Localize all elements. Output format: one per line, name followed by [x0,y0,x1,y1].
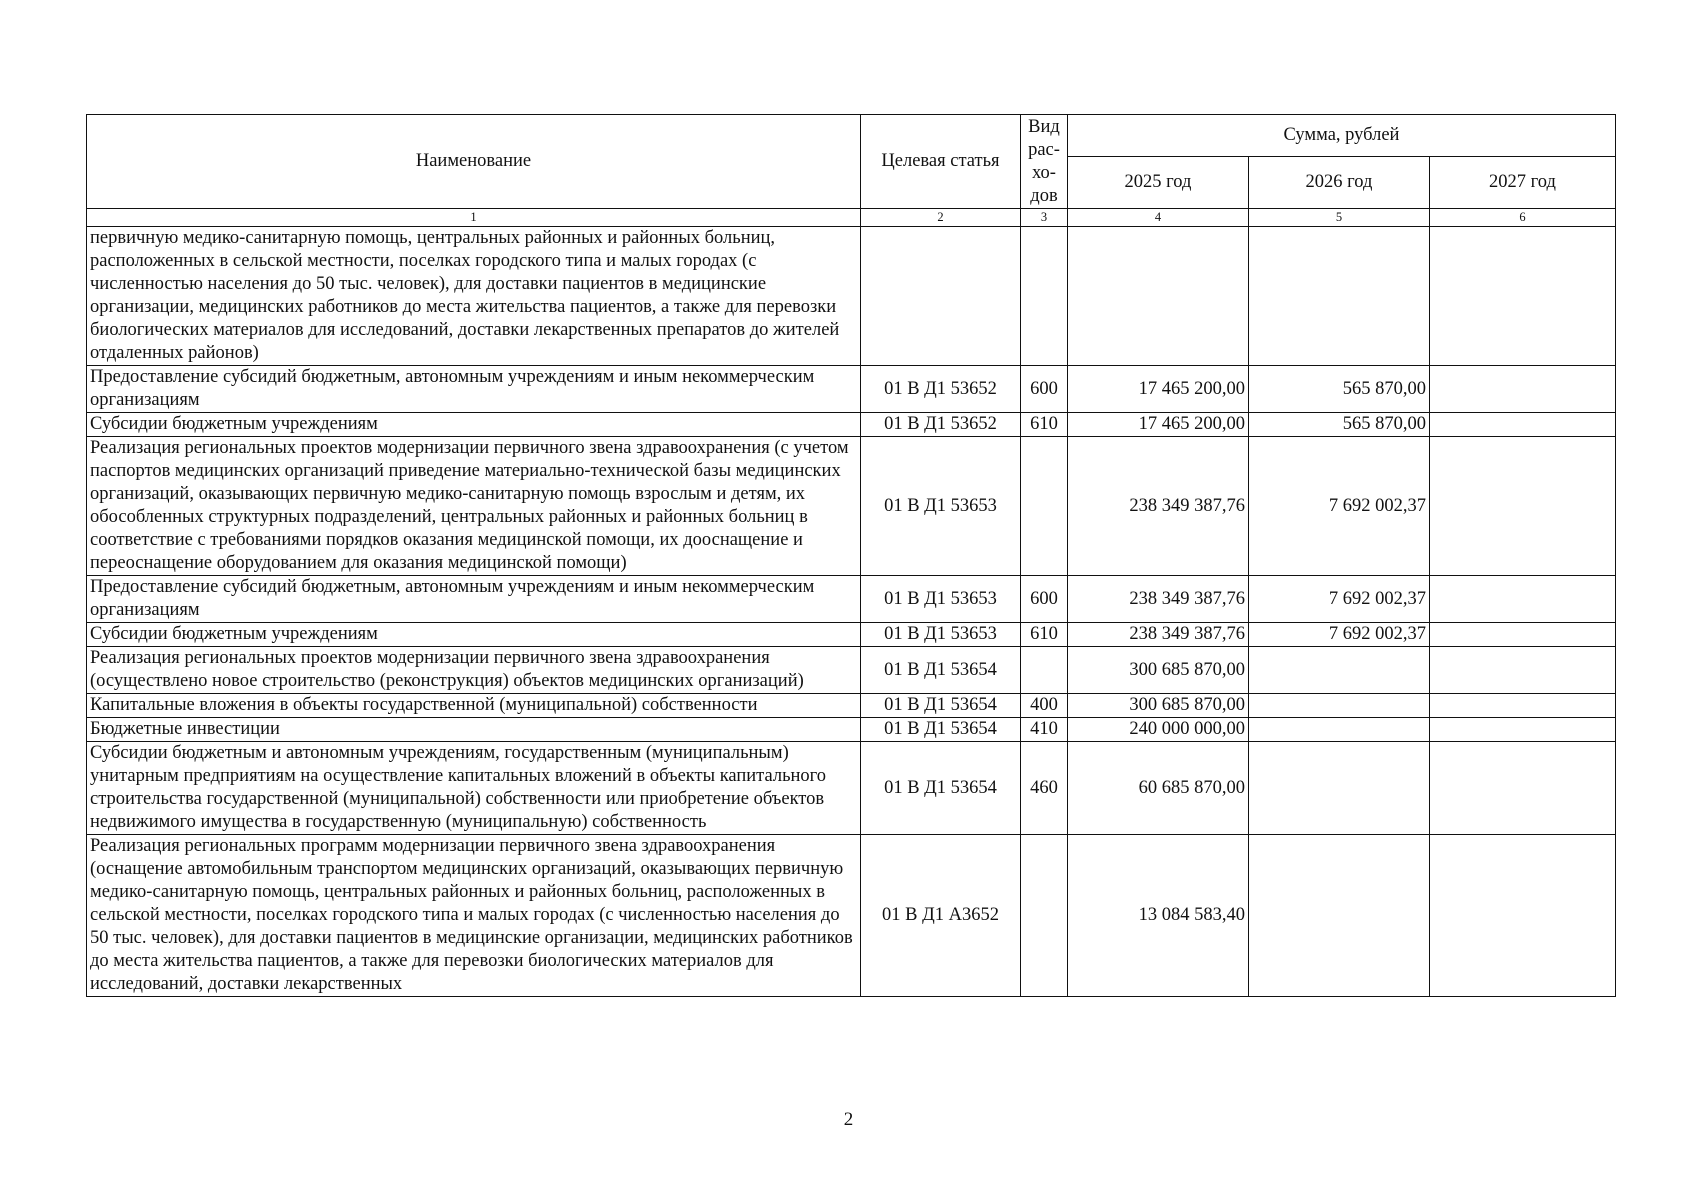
row-sum-2026 [1249,227,1430,366]
row-sum-2026 [1249,718,1430,742]
header-expense-type: Вид рас-хо-дов [1021,115,1068,209]
row-sum-2027 [1430,718,1616,742]
table-row [87,437,1616,576]
column-number: 6 [1430,209,1616,227]
row-target-article: 01 В Д1 53654 [861,694,1021,718]
row-sum-2026: 7 692 002,37 [1249,576,1430,623]
row-sum-2026: 565 870,00 [1249,413,1430,437]
row-target-article: 01 В Д1 53654 [861,718,1021,742]
row-sum-2027 [1430,647,1616,694]
row-expense-type: 410 [1021,718,1068,742]
row-expense-type: 400 [1021,694,1068,718]
row-sum-2025: 238 349 387,76 [1068,576,1249,623]
row-target-article: 01 В Д1 53654 [861,647,1021,694]
row-sum-2026 [1249,694,1430,718]
row-sum-2026: 7 692 002,37 [1249,437,1430,576]
row-sum-2026: 7 692 002,37 [1249,623,1430,647]
row-sum-2027 [1430,227,1616,366]
row-name: Предоставление субсидий бюджетным, автономным учреждениям и иным некоммерческим организациям [87,576,861,623]
row-sum-2026 [1249,742,1430,835]
row-target-article: 01 В Д1 53653 [861,576,1021,623]
column-number: 3 [1021,209,1068,227]
table-row [87,576,1616,623]
row-sum-2025: 300 685 870,00 [1068,647,1249,694]
row-expense-type [1021,835,1068,997]
header-target-article: Целевая статья [861,115,1021,209]
row-target-article: 01 В Д1 53652 [861,366,1021,413]
column-number-row [87,209,1616,227]
table-row [87,694,1616,718]
row-name: Реализация региональных программ модернизации первичного звена здравоохранения (оснащение автомобильным транспортом медицинских организаций, оказывающих первичную медико-санитарную помощь, центральных районных и районных больниц, расположенных в сельской местности, поселках городского типа и малых городах (с численностью населения до 50 тыс. человек), для доставки пациентов в медицинские организации, медицинских работников до места жительства пациентов, а также для перевозки биологических материалов для исследований, доставки лекарственных [87,835,861,997]
column-number: 2 [861,209,1021,227]
row-sum-2025: 240 000 000,00 [1068,718,1249,742]
row-expense-type: 610 [1021,623,1068,647]
table-row [87,647,1616,694]
row-target-article [861,227,1021,366]
header-row-top [87,115,1616,157]
row-expense-type [1021,647,1068,694]
row-name: Капитальные вложения в объекты государственной (муниципальной) собственности [87,694,861,718]
row-name: Предоставление субсидий бюджетным, автономным учреждениям и иным некоммерческим организациям [87,366,861,413]
table-row [87,718,1616,742]
table-row [87,742,1616,835]
row-sum-2025: 13 084 583,40 [1068,835,1249,997]
row-target-article: 01 В Д1 53652 [861,413,1021,437]
row-sum-2025: 238 349 387,76 [1068,437,1249,576]
row-expense-type [1021,437,1068,576]
row-sum-2025: 17 465 200,00 [1068,413,1249,437]
table-row [87,835,1616,997]
row-name: Реализация региональных проектов модернизации первичного звена здравоохранения (с учетом паспортов медицинских организаций приведение материально-технической базы медицинских организаций, оказывающих первичную медико-санитарную помощь взрослым и детям, их обособленных структурных подразделений, центральных районных и районных больниц в соответствие с требованиями порядков оказания медицинской помощи, их дооснащение и переоснащение оборудованием для оказания медицинской помощи) [87,437,861,576]
row-expense-type [1021,227,1068,366]
table-row [87,623,1616,647]
row-expense-type: 600 [1021,366,1068,413]
row-sum-2027 [1430,366,1616,413]
header-sum: Сумма, рублей [1068,115,1616,157]
row-name: первичную медико-санитарную помощь, центральных районных и районных больниц, расположенных в сельской местности, поселках городского типа и малых городах (с численностью населения до 50 тыс. человек), для доставки пациентов в медицинские организации, медицинских работников до места жительства пациентов, а также для перевозки биологических материалов для исследований, доставки лекарственных препаратов до жителей отдаленных районов) [87,227,861,366]
column-number: 1 [87,209,861,227]
row-target-article: 01 В Д1 А3652 [861,835,1021,997]
column-number: 5 [1249,209,1430,227]
row-sum-2027 [1430,742,1616,835]
row-sum-2026 [1249,835,1430,997]
row-name: Бюджетные инвестиции [87,718,861,742]
row-target-article: 01 В Д1 53653 [861,437,1021,576]
row-sum-2025: 300 685 870,00 [1068,694,1249,718]
table-row [87,413,1616,437]
header-year-2027: 2027 год [1430,157,1616,209]
row-name: Субсидии бюджетным учреждениям [87,413,861,437]
row-target-article: 01 В Д1 53653 [861,623,1021,647]
row-sum-2027 [1430,623,1616,647]
row-sum-2025: 17 465 200,00 [1068,366,1249,413]
row-target-article: 01 В Д1 53654 [861,742,1021,835]
row-sum-2027 [1430,437,1616,576]
row-sum-2027 [1430,576,1616,623]
row-sum-2025: 238 349 387,76 [1068,623,1249,647]
row-sum-2025: 60 685 870,00 [1068,742,1249,835]
row-name: Субсидии бюджетным и автономным учреждениям, государственным (муниципальным) унитарным предприятиям на осуществление капитальных вложений в объекты капитального строительства государственной (муниципальной) собственности или приобретение объектов недвижимого имущества в государственную (муниципальную) собственность [87,742,861,835]
row-sum-2027 [1430,413,1616,437]
header-year-2025: 2025 год [1068,157,1249,209]
header-name: Наименование [87,115,861,209]
row-sum-2027 [1430,835,1616,997]
page-number: 2 [843,1109,854,1130]
table-row [87,227,1616,366]
header-year-2026: 2026 год [1249,157,1430,209]
row-expense-type: 460 [1021,742,1068,835]
row-sum-2026 [1249,647,1430,694]
table-row [87,366,1616,413]
row-sum-2027 [1430,694,1616,718]
row-name: Субсидии бюджетным учреждениям [87,623,861,647]
budget-table [86,114,1616,997]
row-sum-2025 [1068,227,1249,366]
row-sum-2026: 565 870,00 [1249,366,1430,413]
column-number: 4 [1068,209,1249,227]
row-name: Реализация региональных проектов модернизации первичного звена здравоохранения (осуществлено новое строительство (реконструкция) объектов медицинских организаций) [87,647,861,694]
row-expense-type: 600 [1021,576,1068,623]
row-expense-type: 610 [1021,413,1068,437]
